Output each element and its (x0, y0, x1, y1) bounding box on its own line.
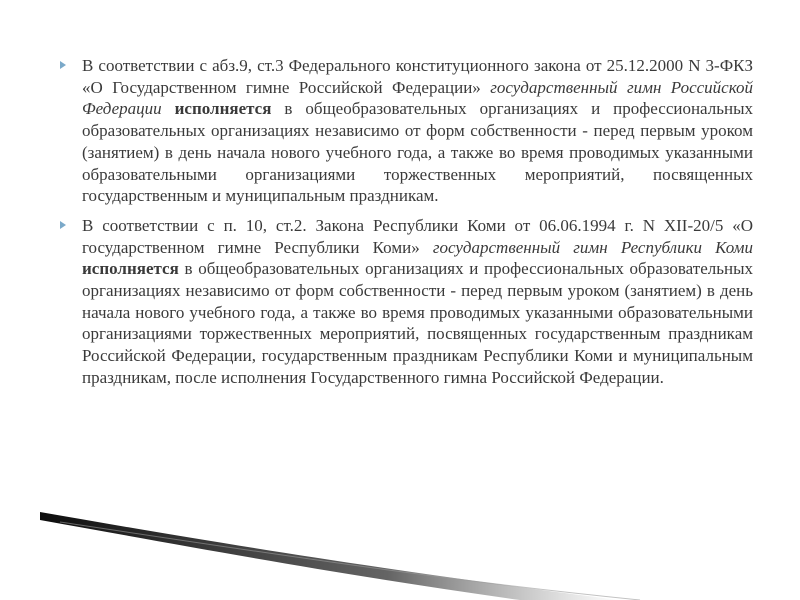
bullet-arrow-icon (60, 61, 66, 69)
paragraph-2-lead: В соответствии с п. 10, ст.2. Закона Республики Коми от 06.06.1994 г. N XII-20/5 «О государственном гимне Республики Коми» (82, 215, 753, 257)
paragraph-2-italic: государственный гимн Республики Коми (432, 237, 754, 257)
paragraph-2 (60, 215, 753, 389)
swoosh-shape (40, 512, 620, 600)
paragraph-1-rest: в общеобразовательных организациях и профессиональных образовательных организациях независимо от форм собственности - перед первым уроком (занятием) в день начала нового учебного года, а также во время проводимых указанными образовательными организациями торжественных мероприятий, посвященных государственным и муниципальным праздникам. (82, 99, 754, 206)
bullet-arrow-icon (60, 221, 66, 229)
paragraph-1-lead: В соответствии с абз.9, ст.3 Федерального конституционного закона от 25.12.2000 N 3-ФКЗ «О Государственном гимне Российской Федерации» (82, 56, 753, 97)
paragraph-2-rest: в общеобразовательных организациях и профессиональных образовательных организациях независимо от форм собственности - перед первым уроком (занятием) в день начала нового учебного года, а также во время проводимых указанными образовательными организациями торжественных мероприятий, посвященных государственным праздникам Российской Федерации, государственным праздникам Республики Коми и муниципальным праздникам, после исполнения Государственного гимна Российской Федерации. (82, 259, 753, 387)
text-content (60, 55, 753, 397)
paragraph-1-italic: государственный гимн Российской Федерации (82, 77, 754, 119)
paragraph-1 (60, 55, 753, 207)
paragraph-1-bold: исполняется (174, 99, 272, 119)
paragraph-2-bold: исполняется (82, 259, 179, 279)
